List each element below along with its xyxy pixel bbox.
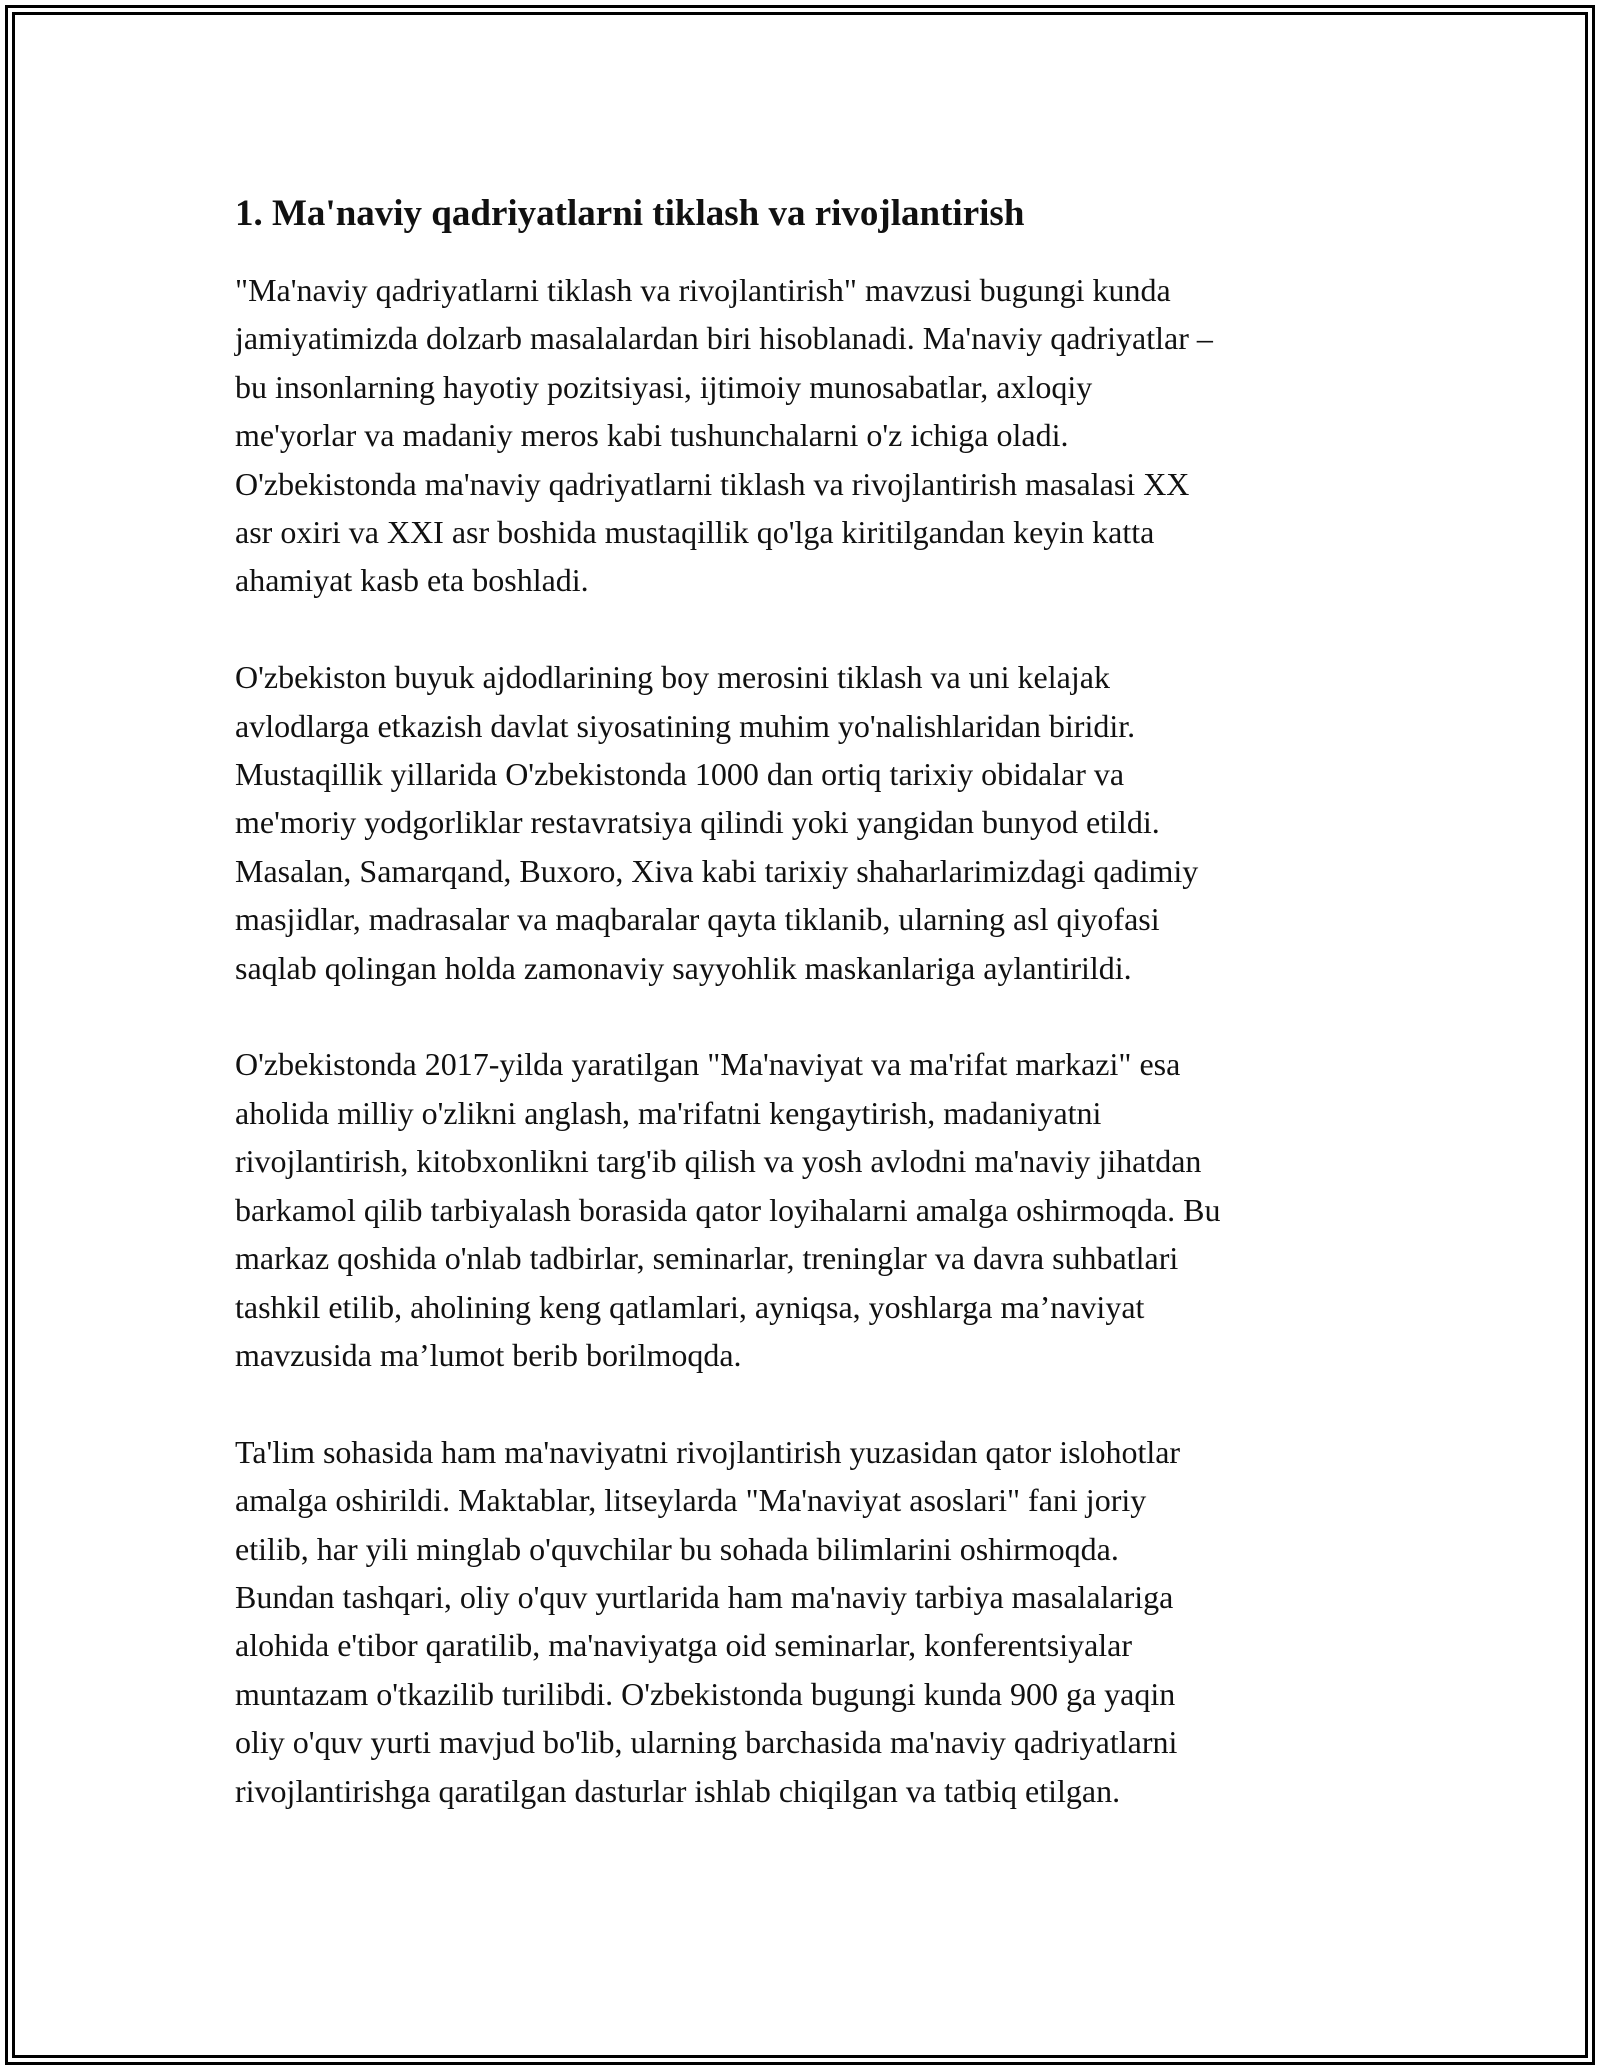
text-line: me'moriy yodgorliklar restavratsiya qilindi yoki yangidan bunyod etildi. [235,804,1160,841]
paragraph-1 [235,266,1375,605]
text-line: aholida milliy o'zlikni anglash, ma'rifatni kengaytirish, madaniyatni [235,1094,1102,1131]
text-line: me'yorlar va madaniy meros kabi tushunchalarni o'z ichiga oladi. [235,417,1069,454]
text-line: O'zbekistonda ma'naviy qadriyatlarni tiklash va rivojlantirish masalasi XX [235,465,1190,502]
text-line: saqlab qolingan holda zamonaviy sayyohlik maskanlariga aylantirildi. [235,949,1132,986]
text-line: Ta'lim sohasida ham ma'naviyatni rivojlantirish yuzasidan qator islohotlar [235,1433,1181,1470]
text-line: rivojlantirish, kitobxonlikni targ'ib qilish va yosh avlodni ma'naviy jihatdan [235,1143,1202,1180]
text-line: etilib, har yili minglab o'quvchilar bu sohada bilimlarini oshirmoqda. [235,1530,1119,1567]
text-line: ahamiyat kasb eta boshladi. [235,562,589,599]
paragraph-4 [235,1428,1375,1815]
text-line: O'zbekistonda 2017-yilda yaratilgan "Ma'naviyat va ma'rifat markazi" esa [235,1046,1181,1083]
text-line: masjidlar, madrasalar va maqbaralar qayta tiklanib, ularning asl qiyofasi [235,901,1160,938]
text-line: muntazam o'tkazilib turilibdi. O'zbekistonda bugungi kunda 900 ga yaqin [235,1675,1176,1712]
text-line: bu insonlarning hayotiy pozitsiyasi, ijtimoiy munosabatlar, axloqiy [235,368,1093,405]
text-line: O'zbekiston buyuk ajdodlarining boy merosini tiklash va uni kelajak [235,659,1110,696]
paragraph-2 [235,653,1375,992]
text-line: Masalan, Samarqand, Buxoro, Xiva kabi tarixiy shaharlarimizdagi qadimiy [235,852,1199,889]
text-line: asr oxiri va XXI asr boshida mustaqillik qo'lga kiritilgandan keyin katta [235,514,1155,551]
document-heading: 1. Ma'naviy qadriyatlarni tiklash va rivojlantirish [235,193,1025,234]
text-line: oliy o'quv yurti mavjud bo'lib, ularning barchasida ma'naviy qadriyatlarni [235,1724,1178,1761]
text-line: Mustaqillik yillarida O'zbekistonda 1000 dan ortiq tarixiy obidalar va [235,756,1125,793]
text-line: avlodlarga etkazish davlat siyosatining muhim yo'nalishlaridan biridir. [235,707,1136,744]
paragraph-3 [235,1040,1375,1379]
text-line: amalga oshirildi. Maktablar, litseylarda "Ma'naviyat asoslari" fani joriy [235,1482,1147,1519]
text-line: "Ma'naviy qadriyatlarni tiklash va rivojlantirish" mavzusi bugungi kunda [235,272,1171,308]
text-line: barkamol qilib tarbiyalash borasida qator loyihalarni amalga oshirmoqda. Bu [235,1191,1221,1228]
text-line: Bundan tashqari, oliy o'quv yurtlarida ham ma'naviy tarbiya masalalariga [235,1578,1174,1615]
document-body [235,188,1375,1863]
text-line: mavzusida ma’lumot berib borilmoqda. [235,1336,742,1373]
text-line: rivojlantirishga qaratilgan dasturlar ishlab chiqilgan va tatbiq etilgan. [235,1772,1121,1809]
text-line: jamiyatimizda dolzarb masalalardan biri hisoblanadi. Ma'naviy qadriyatlar – [235,320,1213,357]
text-line: alohida e'tibor qaratilib, ma'naviyatga oid seminarlar, konferentsiyalar [235,1627,1133,1664]
text-line: tashkil etilib, aholining keng qatlamlari, ayniqsa, yoshlarga ma’naviyat [235,1288,1145,1325]
text-line: markaz qoshida o'nlab tadbirlar, seminarlar, treninglar va davra suhbatlari [235,1240,1179,1277]
